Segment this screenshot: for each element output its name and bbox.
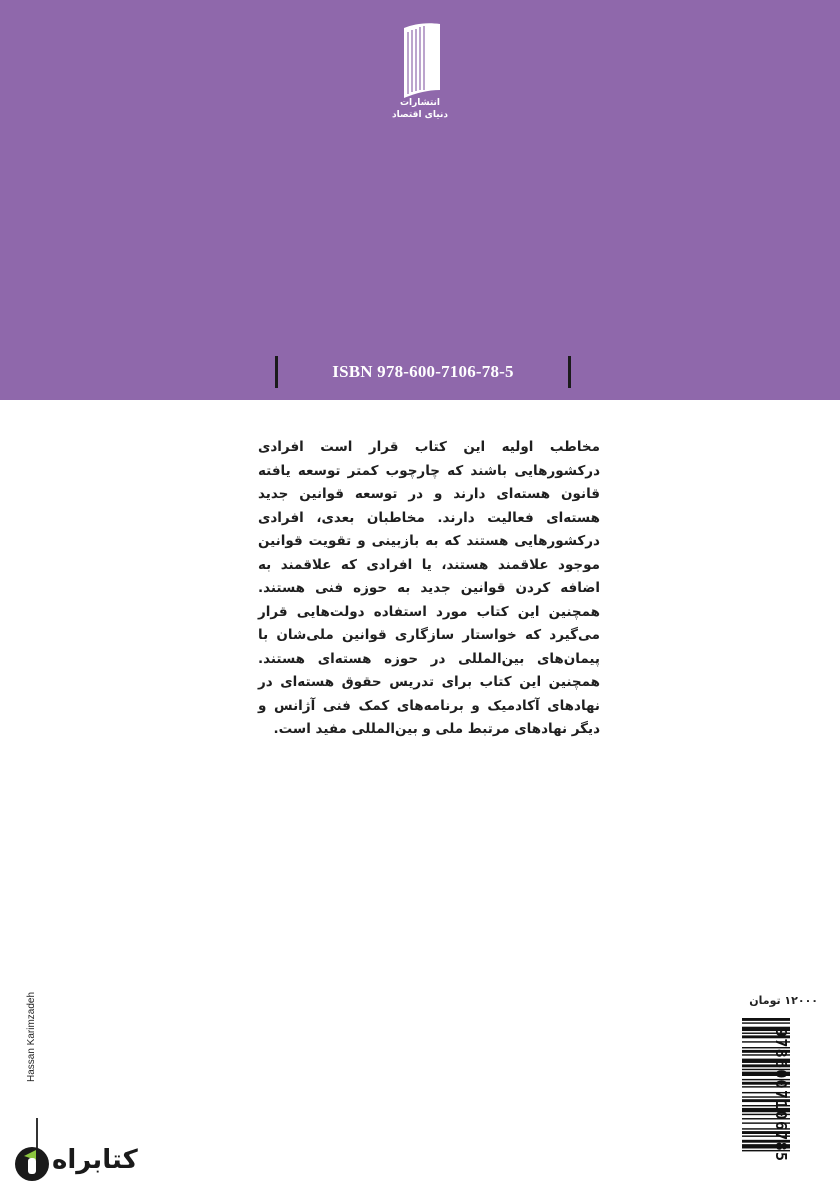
isbn-box: [275, 356, 571, 388]
publisher-name-line1: انتشارات: [400, 98, 440, 108]
isbn-number: ISBN 978-600-7106-78-5: [332, 362, 514, 381]
cover-color-band: [0, 0, 840, 400]
store-logo: [14, 1132, 138, 1184]
book-description: مخاطب اولیه این کتاب قرار است افرادی درکشورهایی باشند که چارچوب کمتر توسعه یافته قانون هسته‌ای دارند و در توسعه قوانین جدید هسته‌ای فعالیت دارند. مخاطبان بعدی، افرادی درکشورهایی هستند که به بازبینی و تقویت قوانین موجود علاقمند هستند، یا افرادی که علاقمند به اضافه کردن قوانین جدید به حوزه فنی هستند. همچنین این کتاب مورد استفاده دولت‌هایی قرار می‌گیرد که خواستار سازگاری قوانین ملی‌شان با پیمان‌های بین‌المللی در حوزه هسته‌ای هستند. همچنین این کتاب برای تدریس حقوق هسته‌ای در نهادهای آکادمیک و برنامه‌های کمک فنی آژانس و دیگر نهادهای مرتبط ملی و بین‌المللی مفید است.: [258, 439, 600, 737]
ketabrah-logo-icon: [14, 1146, 50, 1182]
price-label: ۱۲۰۰۰ تومان: [749, 994, 818, 1007]
barcode-digits: 9786007106785: [772, 1028, 790, 1163]
publisher-name-line2: دنیای اقتصاد: [392, 110, 448, 120]
designer-credit: Hassan Karimzadeh: [26, 991, 37, 1082]
store-logo-text: کتابراه: [52, 1145, 138, 1175]
